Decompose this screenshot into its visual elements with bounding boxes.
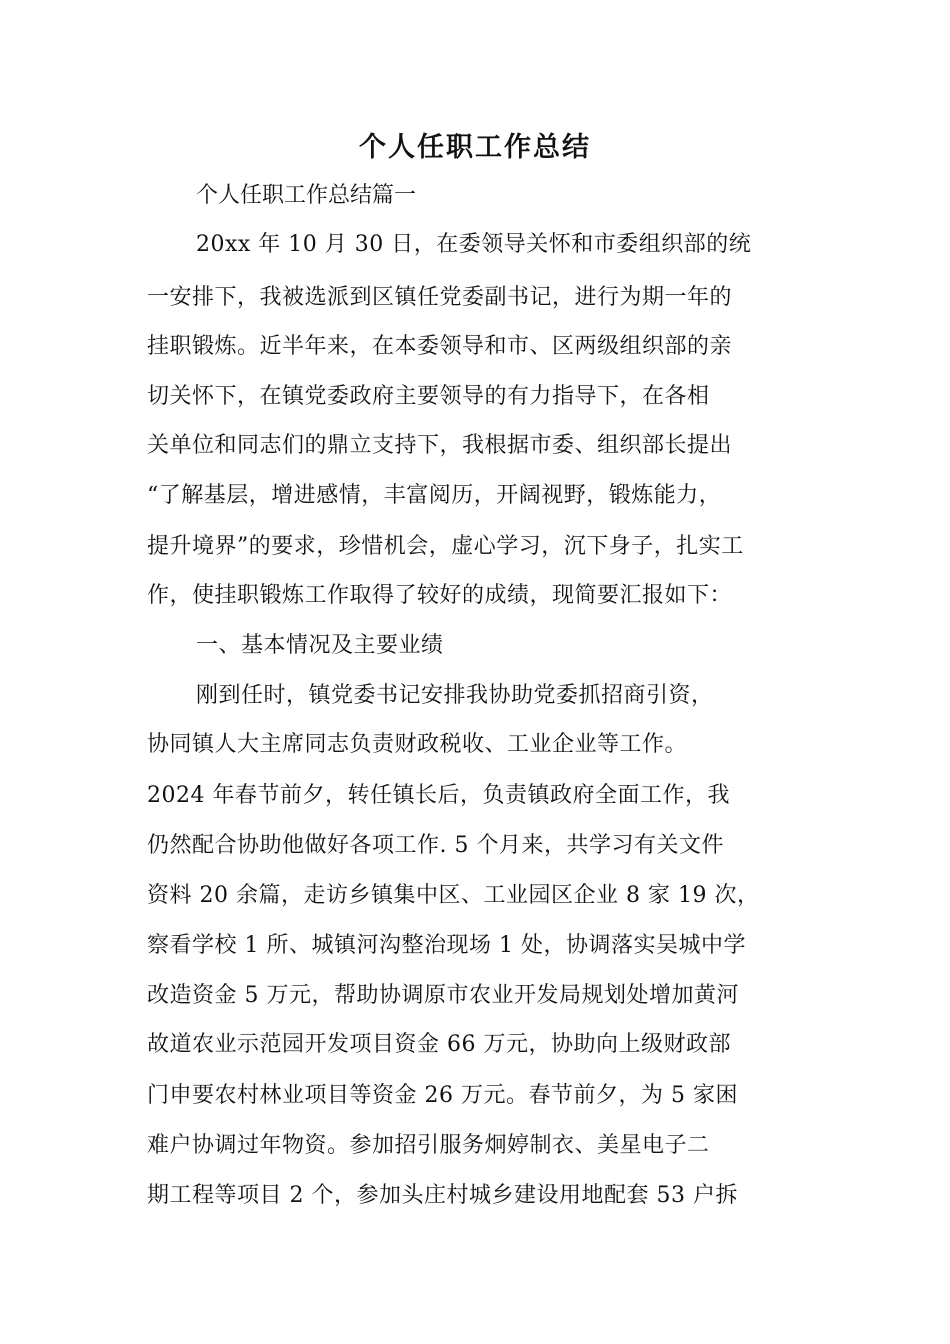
- section-subtitle: 个人任职工作总结篇一: [196, 183, 417, 208]
- paragraph-line: 难户协调过年物资。参加招引服务炯婷制衣、美星电子二: [147, 1133, 710, 1158]
- paragraph-line: 挂职锻炼。近半年来，在本委领导和市、区两级组织部的亲: [147, 334, 733, 359]
- paragraph-line: 20xx 年 10 月 30 日，在委领导关怀和市委组织部的统: [196, 232, 752, 257]
- paragraph-line: 协同镇人大主席同志负责财政税收、工业企业等工作。: [147, 732, 688, 757]
- paragraph-line: 期工程等项目 2 个，参加头庄村城乡建设用地配套 53 户拆: [147, 1183, 738, 1208]
- paragraph-line: 故道农业示范园开发项目资金 66 万元，协助向上级财政部: [147, 1032, 731, 1057]
- paragraph-line: 察看学校 1 所、城镇河沟整治现场 1 处，协调落实吴城中学: [147, 933, 746, 958]
- paragraph-line: 门申要农村林业项目等资金 26 万元。春节前夕，为 5 家困: [147, 1083, 738, 1108]
- paragraph-line: 切关怀下，在镇党委政府主要领导的有力指导下，在各相: [147, 384, 710, 409]
- paragraph-line: 资料 20 余篇，走访乡镇集中区、工业园区企业 8 家 19 次，: [147, 883, 760, 908]
- paragraph-line: 关单位和同志们的鼎立支持下，我根据市委、组织部长提出: [147, 433, 733, 458]
- paragraph-line: 刚到任时，镇党委书记安排我协助党委抓招商引资，: [196, 683, 714, 708]
- paragraph-line: 2024 年春节前夕，转任镇长后，负责镇政府全面工作，我: [147, 783, 730, 808]
- document-title: 个人任职工作总结: [359, 132, 591, 163]
- paragraph-line: 作，使挂职锻炼工作取得了较好的成绩，现简要汇报如下：: [147, 583, 733, 608]
- paragraph-line: 仍然配合协助他做好各项工作. 5 个月来，共学习有关文件: [147, 833, 724, 858]
- paragraph-line: 提升境界”的要求，珍惜机会，虚心学习，沉下身子，扎实工: [147, 534, 744, 559]
- section-heading: 一、基本情况及主要业绩: [196, 633, 444, 658]
- paragraph-line: 改造资金 5 万元，帮助协调原市农业开发局规划处增加黄河: [147, 983, 739, 1008]
- paragraph-line: “了解基层，增进感情，丰富阅历，开阔视野，锻炼能力，: [147, 483, 722, 508]
- paragraph-line: 一安排下，我被选派到区镇任党委副书记，进行为期一年的: [147, 285, 733, 310]
